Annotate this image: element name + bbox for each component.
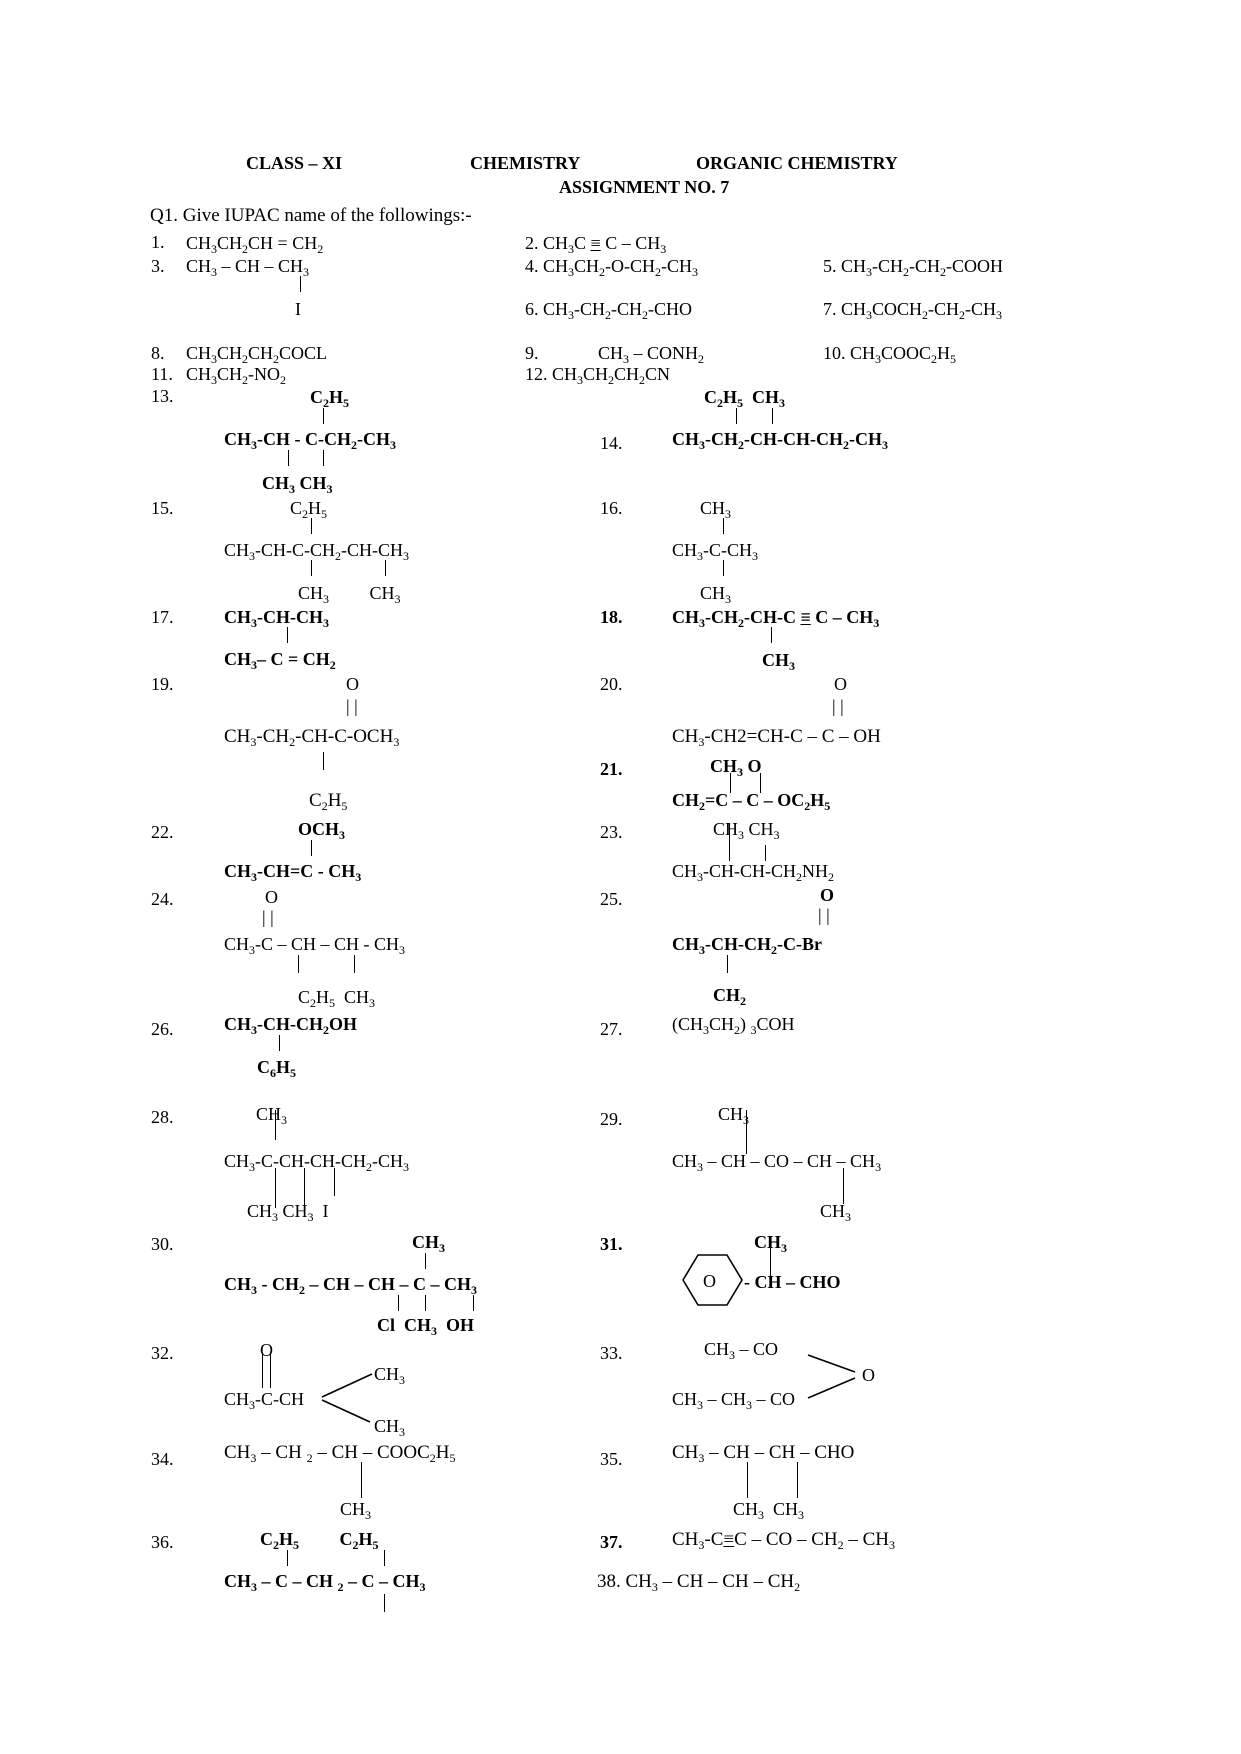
formula-7: 7. $CH_3COCH_2-CH_2-CH_3$ [823,299,1003,322]
formula-32: $CH_3-C-CH$ [224,1389,305,1412]
formula-23: $CH_3-CH-CH-CH_2NH_2$ [672,861,835,884]
item-number: 35. [600,1449,623,1469]
formula-19-oxygen: O [346,674,359,694]
item-number: 31. [600,1234,623,1254]
formula-29: $CH_3$ – CH – CO – CH – $CH_3$ [672,1151,882,1174]
formula-38: 38. $CH_3$ – CH – CH – $CH_2$ [597,1571,801,1594]
formula-16-top: $CH_3$ [700,498,732,521]
formula-31-ring-label: O [703,1271,716,1291]
formula-35-bottom: $CH_3$ $CH_3$ [733,1499,805,1522]
item-number: 22. [151,822,174,842]
formula-3: $CH_3$ – CH – $CH_3$ [186,256,310,279]
question-heading: Q1. Give IUPAC name of the followings:- [150,205,472,226]
formula-11: $CH_3CH_2-NO_2$ [186,364,287,387]
formula-32-upper: $CH_3$ [374,1364,406,1387]
formula-31: - CH – CHO [744,1272,841,1292]
formula-32-lower: $CH_3$ [374,1416,406,1439]
formula-27: $(CH_3CH_2)$ $_3$COH [672,1014,795,1037]
formula-26: $CH_3-CH-CH_2OH$ [224,1014,358,1037]
formula-33-lower: $CH_3 - CH_3$ – CO [672,1389,796,1412]
formula-24: $CH_3-C$ – CH – CH - $CH_3$ [224,934,406,957]
formula-6: 6. $CH_3-CH_2-CH_2$-CHO [525,299,693,322]
item-number: 23. [600,822,623,842]
class-label: CLASS – XI [246,153,343,173]
formula-13: $CH_3-CH - C-CH_2-CH_3$ [224,429,396,452]
item-number: 18. [600,607,623,627]
item-number: 33. [600,1343,623,1363]
formula-24-double-bond: | | [262,907,274,927]
formula-32-oxygen: O [260,1340,273,1360]
formula-20: $CH_3-CH2=CH-C - C$ – OH [672,726,881,749]
formula-17: $CH_3-CH-CH_3$ [224,607,329,630]
formula-24-bottom: $C_2H_5$ $CH_3$ [298,987,376,1010]
formula-24-oxygen: O [265,887,278,907]
bond-line [287,1550,288,1566]
formula-18: $CH_3-CH_2-CH-C \equiv C - CH_3$ [672,607,880,630]
item-number: 20. [600,674,623,694]
item-number: 17. [151,607,174,627]
formula-28-top: $CH_3$ [256,1104,288,1127]
formula-31-top: $CH_3$ [754,1232,787,1255]
formula-3-branch: I [295,299,301,319]
bond-line [384,1550,385,1566]
item-number: 1. [151,232,165,252]
formula-9: $CH_3$ – $CONH_2$ [598,343,705,366]
formula-28-bottom: $CH_3$ $CH_3$ I [247,1201,329,1224]
formula-33-oxygen: O [862,1365,875,1385]
formula-19: $CH_3-CH_2-CH-C-OCH_3$ [224,726,400,749]
formula-21: $CH_2=C - C - OC_2H_5$ [672,790,831,813]
formula-35: $CH_3$ – CH – CH – CHO [672,1442,855,1465]
formula-25-bottom: $CH_2$ [713,985,746,1008]
assignment-title: ASSIGNMENT NO. 7 [559,177,730,197]
bond-line [747,1462,748,1498]
item-number: 30. [151,1234,174,1254]
formula-29-top: $CH_3$ [718,1104,750,1127]
formula-17-bottom: $CH_3-$ $C = CH_2$ [224,649,336,672]
formula-20-oxygen: O [834,674,847,694]
formula-8: $CH_3CH_2CH_2COCL$ [186,343,328,366]
item-number: 25. [600,889,623,909]
formula-30-bottom: Cl $CH_3$ OH [377,1315,475,1338]
formula-10: 10. $CH_3COOC_2H_5$ [823,343,957,366]
formula-34-bottom: $CH_3$ [340,1499,372,1522]
formula-4: 4. $CH_3CH_2-O-CH_2-CH_3$ [525,256,699,279]
formula-30: $CH_3 - CH_2$ – CH – CH – C – $CH_3$ [224,1274,477,1297]
formula-37: $CH_3-C\equiv C$ – CO – $CH_2 - CH_3$ [672,1529,896,1552]
formula-2: 2. $CH_3C \equiv C - CH_3$ [525,233,667,256]
formula-36-top: $C_2H_5$ $C_2H_5$ [260,1529,379,1552]
formula-12: 12. $CH_3CH_2CH_2CN$ [525,364,671,387]
item-number: 24. [151,889,174,909]
subject-label: CHEMISTRY [470,153,581,173]
formula-15: $CH_3-CH-C-CH_2-CH-CH_3$ [224,540,410,563]
item-number: 8. [151,343,165,363]
bond-line [384,1594,385,1612]
item-number: 9. [525,343,539,363]
formula-25: $CH_3-CH-CH_2-C-Br$ [672,934,822,957]
item-number: 34. [151,1449,174,1469]
formula-34: $CH_3$ – CH $_2$ – CH – $COOC_2H_5$ [224,1442,456,1465]
item-number: 21. [600,759,623,779]
formula-25-double-bond: | | [818,905,830,925]
formula-18-bottom: $CH_3$ [762,650,795,673]
item-number: 19. [151,674,174,694]
formula-16-bottom: $CH_3$ [700,583,732,606]
formula-19-double-bond: | | [346,696,358,716]
formula-36: $CH_3$ – C – CH $_2$ – C – $CH_3$ [224,1571,426,1594]
item-number: 15. [151,498,174,518]
formula-13-bottom: $CH_3$ $CH_3$ [262,473,333,496]
item-number: 32. [151,1343,174,1363]
formula-13-top: $C_2H_5$ [310,387,350,410]
formula-23-top: $CH_3$ $CH_3$ [713,819,780,842]
formula-28: $CH_3-C-CH-CH-CH_2-CH_3$ [224,1151,410,1174]
formula-26-bottom: $C_6H_5$ [257,1057,297,1080]
item-number: 36. [151,1532,174,1552]
item-number: 11. [151,364,173,384]
formula-30-top: $CH_3$ [412,1232,445,1255]
formula-19-bottom: $C_2H_5$ [309,790,348,813]
topic-label: ORGANIC CHEMISTRY [696,153,898,173]
item-number: 37. [600,1532,623,1552]
item-number: 13. [151,386,174,406]
formula-33-upper: $CH_3$ – CO [704,1339,779,1362]
item-number: 3. [151,256,165,276]
item-number: 16. [600,498,623,518]
formula-14: $CH_3-CH_2-CH-CH-CH_2-CH_3$ [672,429,888,452]
item-number: 14. [600,433,623,453]
item-number: 28. [151,1107,174,1127]
formula-22-top: $OCH_3$ [298,819,346,842]
bond-line [797,1462,798,1498]
formula-1: $CH_3CH_2CH = CH_2$ [186,233,324,256]
formula-25-oxygen: O [820,885,835,905]
item-number: 29. [600,1109,623,1129]
bond-line [361,1462,362,1498]
item-number: 27. [600,1019,623,1039]
formula-22: $CH_3-CH=C - CH_3$ [224,861,362,884]
formula-15-bottom: $CH_3$ $CH_3$ [298,583,401,606]
formula-14-top: $C_2H_5$ $CH_3$ [704,387,786,410]
formula-21-top: $CH_3$ O [710,756,762,779]
formula-15-top: $C_2H_5$ [290,498,328,521]
formula-5: 5. $CH_3-CH_2-CH_2$-COOH [823,256,1004,279]
item-number: 26. [151,1019,174,1039]
formula-16: $CH_3-C-CH_3$ [672,540,759,563]
formula-20-double-bond: | | [832,696,844,716]
formula-29-bottom: $CH_3$ [820,1201,852,1224]
